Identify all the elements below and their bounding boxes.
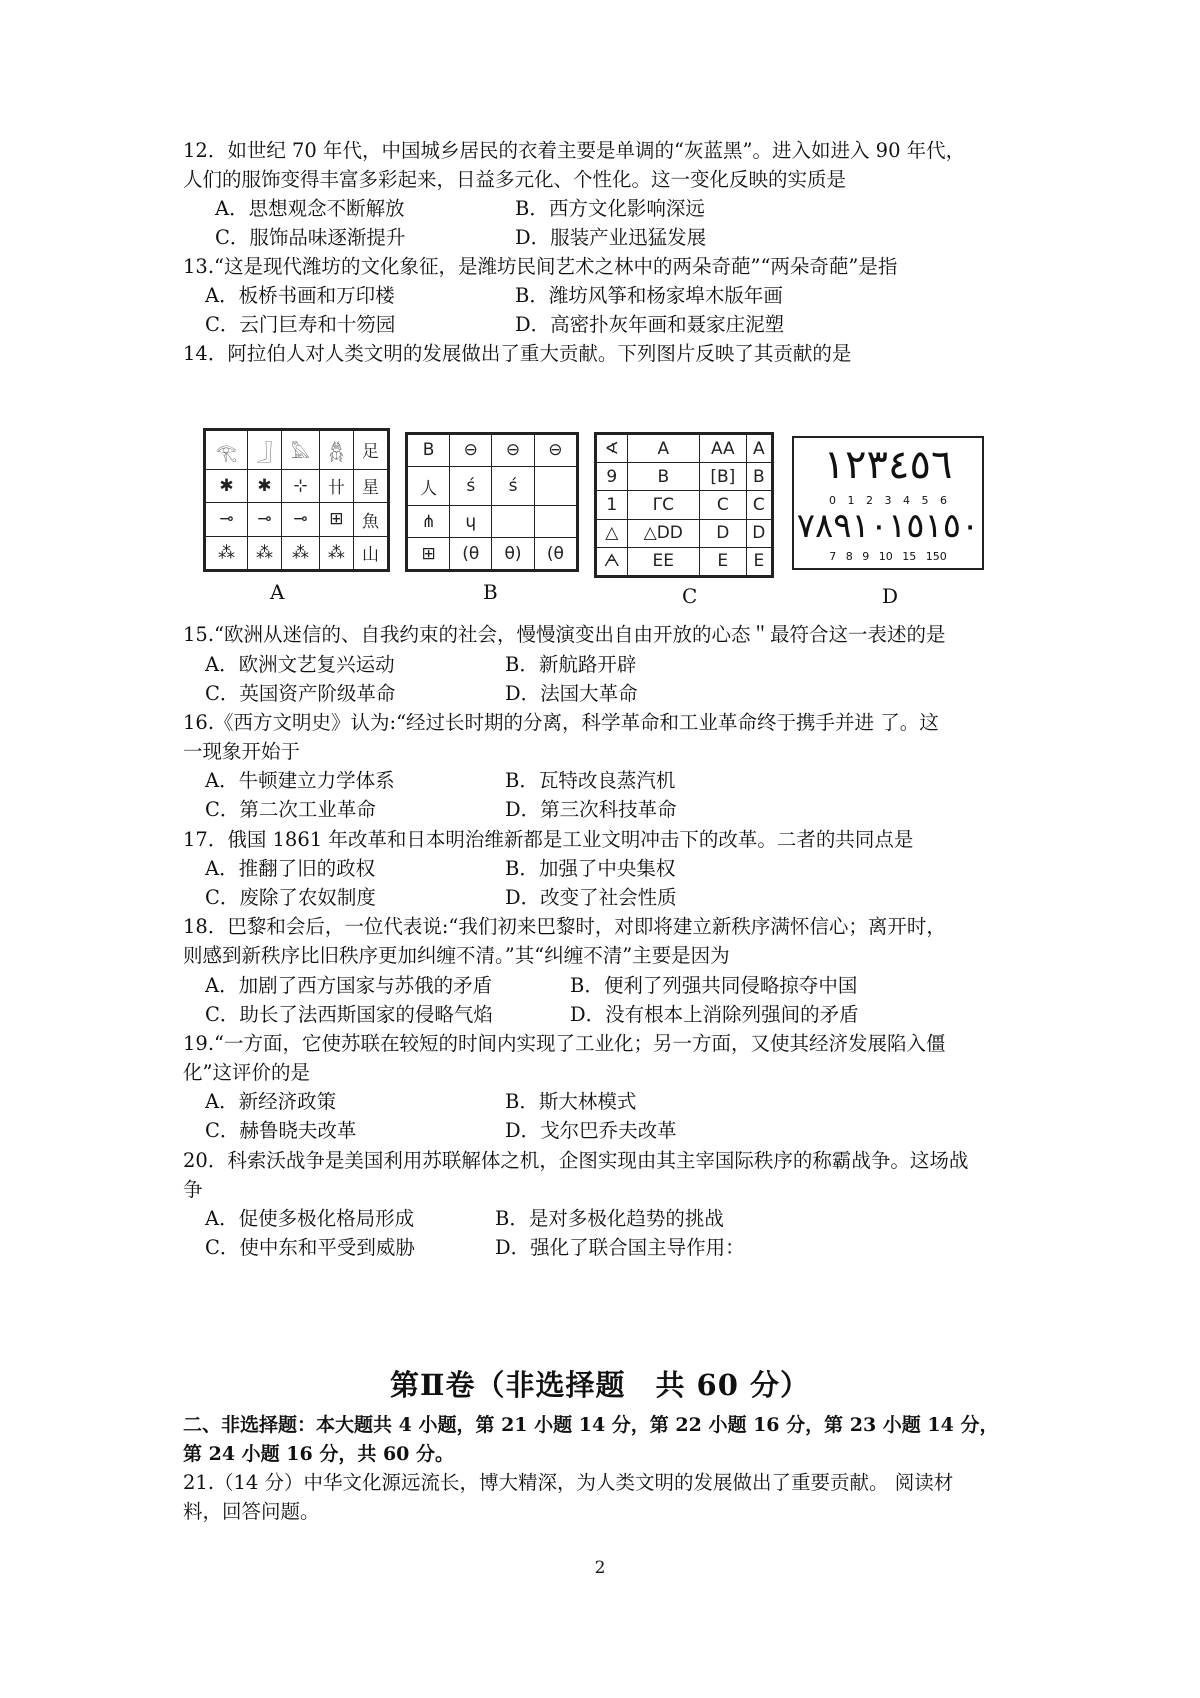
figure-c-cell: [B]	[699, 463, 746, 491]
figure-b-cell	[492, 506, 534, 538]
figure-c-cell: B	[627, 463, 699, 491]
q20-option-d: D．强化了联合国主导作用：	[495, 1236, 745, 1259]
q13-option-c: C．云门巨寿和十笏园	[205, 313, 396, 336]
figure-c-cell: A	[627, 435, 699, 463]
q19-option-c: C．赫鲁晓夫改革	[205, 1119, 357, 1142]
q15-stem-line1: 15.“欧洲从迷信的、自我约束的社会，慢慢演变出自由开放的心态＂最符合这一表述的是	[183, 623, 946, 646]
figure-a-cell: ⁂	[248, 536, 282, 569]
q21-stem-line2: 料，回答问题。	[183, 1500, 320, 1523]
figure-c-cell: 9	[597, 463, 628, 491]
q20-stem-line1: 20．科索沃战争是美国利用苏联解体之机，企图实现由其主宰国际秩序的称霸战争。这场战	[183, 1149, 969, 1172]
figure-d-arabic-top: ١٢٣٤٥٦	[823, 442, 953, 488]
figure-a-cell: 𓃀	[248, 431, 282, 470]
q20-option-b: B．是对多极化趋势的挑战	[495, 1207, 724, 1230]
q16-option-a: A．牛顿建立力学体系	[205, 769, 395, 792]
q17-stem-line1: 17．俄国 1861 年改革和日本明治维新都是工业文明冲击下的改革。二者的共同点是	[183, 828, 914, 851]
figure-b-cell: ⋔	[408, 506, 450, 538]
figure-d-arabic-bottom: ٧٨٩١٠١٥١٥٠	[796, 506, 980, 546]
figure-b-cell: ⊞	[408, 538, 450, 570]
q18-stem-line2: 则感到新秩序比旧秩序更加纠缠不清。”其“纠缠不清”主要是因为	[183, 944, 730, 967]
figure-c-cell: A	[746, 435, 771, 463]
figure-a-cell: 𓂀	[206, 431, 248, 470]
q20-stem-line2: 争	[183, 1178, 203, 1201]
q15-option-b: B．新航路开辟	[505, 653, 637, 676]
figure-c-label: C	[682, 584, 698, 608]
figure-b-cell: θ)	[492, 538, 534, 570]
q18-option-d: D．没有根本上消除列强间的矛盾	[570, 1003, 859, 1026]
q16-option-d: D．第三次科技革命	[505, 798, 677, 821]
figure-a-cell: 魚	[353, 503, 387, 536]
section-2-title: 第Ⅱ卷（非选择题 共 60 分）	[390, 1368, 810, 1402]
q12-stem-line1: 12．如世纪 70 年代，中国城乡居民的衣着主要是单调的“灰蓝黑”。进入如进入 90 年代，	[183, 139, 966, 162]
figure-c-cell: E	[746, 547, 771, 575]
figure-d-western-top: 0 1 2 3 4 5 6	[829, 494, 947, 507]
figure-b-cell: (θ	[534, 538, 576, 570]
q13-option-b: B．潍坊风筝和杨家埠木版年画	[515, 284, 783, 307]
q15-option-c: C．英国资产阶级革命	[205, 682, 396, 705]
q16-option-c: C．第二次工业革命	[205, 798, 376, 821]
q12-stem-line2: 人们的服饰变得丰富多彩起来，日益多元化、个性化。这一变化反映的实质是	[183, 168, 847, 191]
figure-c-cell: ᗅ	[597, 547, 628, 575]
q18-option-b: B．便利了列强共同侵略掠夺中国	[570, 974, 858, 997]
figure-a-cell: ✱	[248, 469, 282, 502]
q19-option-d: D．戈尔巴乔夫改革	[505, 1119, 677, 1142]
q13-option-a: A．板桥书画和万印楼	[205, 284, 395, 307]
q17-option-d: D．改变了社会性质	[505, 886, 677, 909]
figure-c-cell: AA	[699, 435, 746, 463]
q21-stem-line1: 21.（14 分）中华文化源远流长，博大精深，为人类文明的发展做出了重要贡献。 阅读材	[183, 1471, 954, 1494]
figure-a-cell: ⊞	[319, 503, 353, 536]
figure-c-cell: 1	[597, 491, 628, 519]
q12-option-a: A．思想观念不断解放	[215, 197, 405, 220]
figure-c-cell: D	[746, 519, 771, 547]
q17-option-a: A．推翻了旧的政权	[205, 857, 376, 880]
figure-a-cell: 𓆣	[319, 431, 353, 470]
figure-a-cell: 星	[353, 469, 387, 502]
figure-d-label: D	[882, 584, 899, 608]
figure-b-cell: 人	[408, 466, 450, 505]
figure-c-alphabet-table	[594, 432, 774, 578]
figure-b-cell	[534, 466, 576, 505]
q15-option-a: A．欧洲文艺复兴运动	[205, 653, 395, 676]
figure-b-cell: (θ	[450, 538, 492, 570]
figure-c-cell: △	[597, 519, 628, 547]
figure-d-arabic-numerals	[792, 436, 984, 570]
figure-a-cell: 卄	[319, 469, 353, 502]
figure-a-cell: ⁂	[282, 536, 320, 569]
figure-a-cell: ⊸	[248, 503, 282, 536]
figure-a-label: A	[270, 580, 285, 604]
figure-c-cell: ΓC	[627, 491, 699, 519]
figure-b-cell: ś	[450, 466, 492, 505]
q19-option-a: A．新经济政策	[205, 1090, 337, 1113]
figure-b-cell: ś	[492, 466, 534, 505]
q18-option-c: C．助长了法西斯国家的侵略气焰	[205, 1003, 493, 1026]
section-2-heading-line2: 第 24 小题 16 分，共 60 分。	[183, 1443, 455, 1465]
q18-option-a: A．加剧了西方国家与苏俄的矛盾	[205, 974, 493, 997]
figure-a-cell: 山	[353, 536, 387, 569]
page-number: 2	[594, 1558, 606, 1578]
section-2-heading-line1: 二、非选择题：本大题共 4 小题，第 21 小题 14 分，第 22 小题 16 分，第 23 小题 14 分，	[183, 1414, 999, 1436]
figure-b-cell: ⊖	[534, 435, 576, 467]
q19-stem-line2: 化”这评价的是	[183, 1061, 310, 1084]
figure-a-pictographs	[203, 428, 390, 572]
figure-c-cell: E	[699, 547, 746, 575]
q12-option-d: D．服装产业迅猛发展	[515, 226, 707, 249]
figure-c-cell: C	[699, 491, 746, 519]
q12-option-c: C．服饰品味逐渐提升	[215, 226, 406, 249]
figure-b-cell	[534, 506, 576, 538]
figure-c-cell: △DD	[627, 519, 699, 547]
q18-stem-line1: 18．巴黎和会后，一位代表说:“我们初来巴黎时，对即将建立新秩序满怀信心；离开时，	[183, 915, 946, 938]
figure-a-cell: ⁂	[319, 536, 353, 569]
q14-stem-line1: 14．阿拉伯人对人类文明的发展做出了重大贡献。下列图片反映了其贡献的是	[183, 342, 852, 365]
q15-option-d: D．法国大革命	[505, 682, 638, 705]
figure-a-cell: 𓅓	[282, 431, 320, 470]
q16-option-b: B．瓦特改良蒸汽机	[505, 769, 676, 792]
q20-option-c: C．使中东和平受到威胁	[205, 1236, 415, 1259]
figure-b-cell: ɥ	[450, 506, 492, 538]
figure-c-cell: C	[746, 491, 771, 519]
figure-d-western-bottom: 7 8 9 10 15 150	[829, 550, 947, 563]
figure-c-cell: ∢	[597, 435, 628, 463]
figure-b-cell: ⊖	[492, 435, 534, 467]
figure-b-cell: ⊖	[450, 435, 492, 467]
q17-option-c: C．废除了农奴制度	[205, 886, 376, 909]
figure-b-label: B	[483, 580, 498, 604]
figure-c-cell: B	[746, 463, 771, 491]
figure-a-cell: ⊸	[282, 503, 320, 536]
figure-a-cell: ⊹	[282, 469, 320, 502]
figure-b-script-table	[405, 432, 579, 572]
q13-stem-line1: 13.“这是现代潍坊的文化象征，是潍坊民间艺术之林中的两朵奇葩”“两朵奇葩”是指	[183, 255, 898, 278]
q16-stem-line1: 16.《西方文明史》认为:“经过长时期的分离，科学革命和工业革命终于携手并进 了。这	[183, 711, 939, 734]
figure-a-cell: ⁂	[206, 536, 248, 569]
q19-stem-line1: 19.“一方面，它使苏联在较短的时间内实现了工业化；另一方面，又使其经济发展陷入僵	[183, 1032, 946, 1055]
figure-c-cell: D	[699, 519, 746, 547]
q12-option-b: B．西方文化影响深远	[515, 197, 705, 220]
figure-c-cell: EE	[627, 547, 699, 575]
figure-a-cell: ⊸	[206, 503, 248, 536]
q16-stem-line2: 一现象开始于	[183, 740, 301, 763]
q19-option-b: B．斯大林模式	[505, 1090, 637, 1113]
figure-a-cell: ✱	[206, 469, 248, 502]
q13-option-d: D．高密扑灰年画和聂家庄泥塑	[515, 313, 785, 336]
q20-option-a: A．促使多极化格局形成	[205, 1207, 415, 1230]
figure-a-cell: 足	[353, 431, 387, 470]
figure-b-cell: B	[408, 435, 450, 467]
q17-option-b: B．加强了中央集权	[505, 857, 676, 880]
